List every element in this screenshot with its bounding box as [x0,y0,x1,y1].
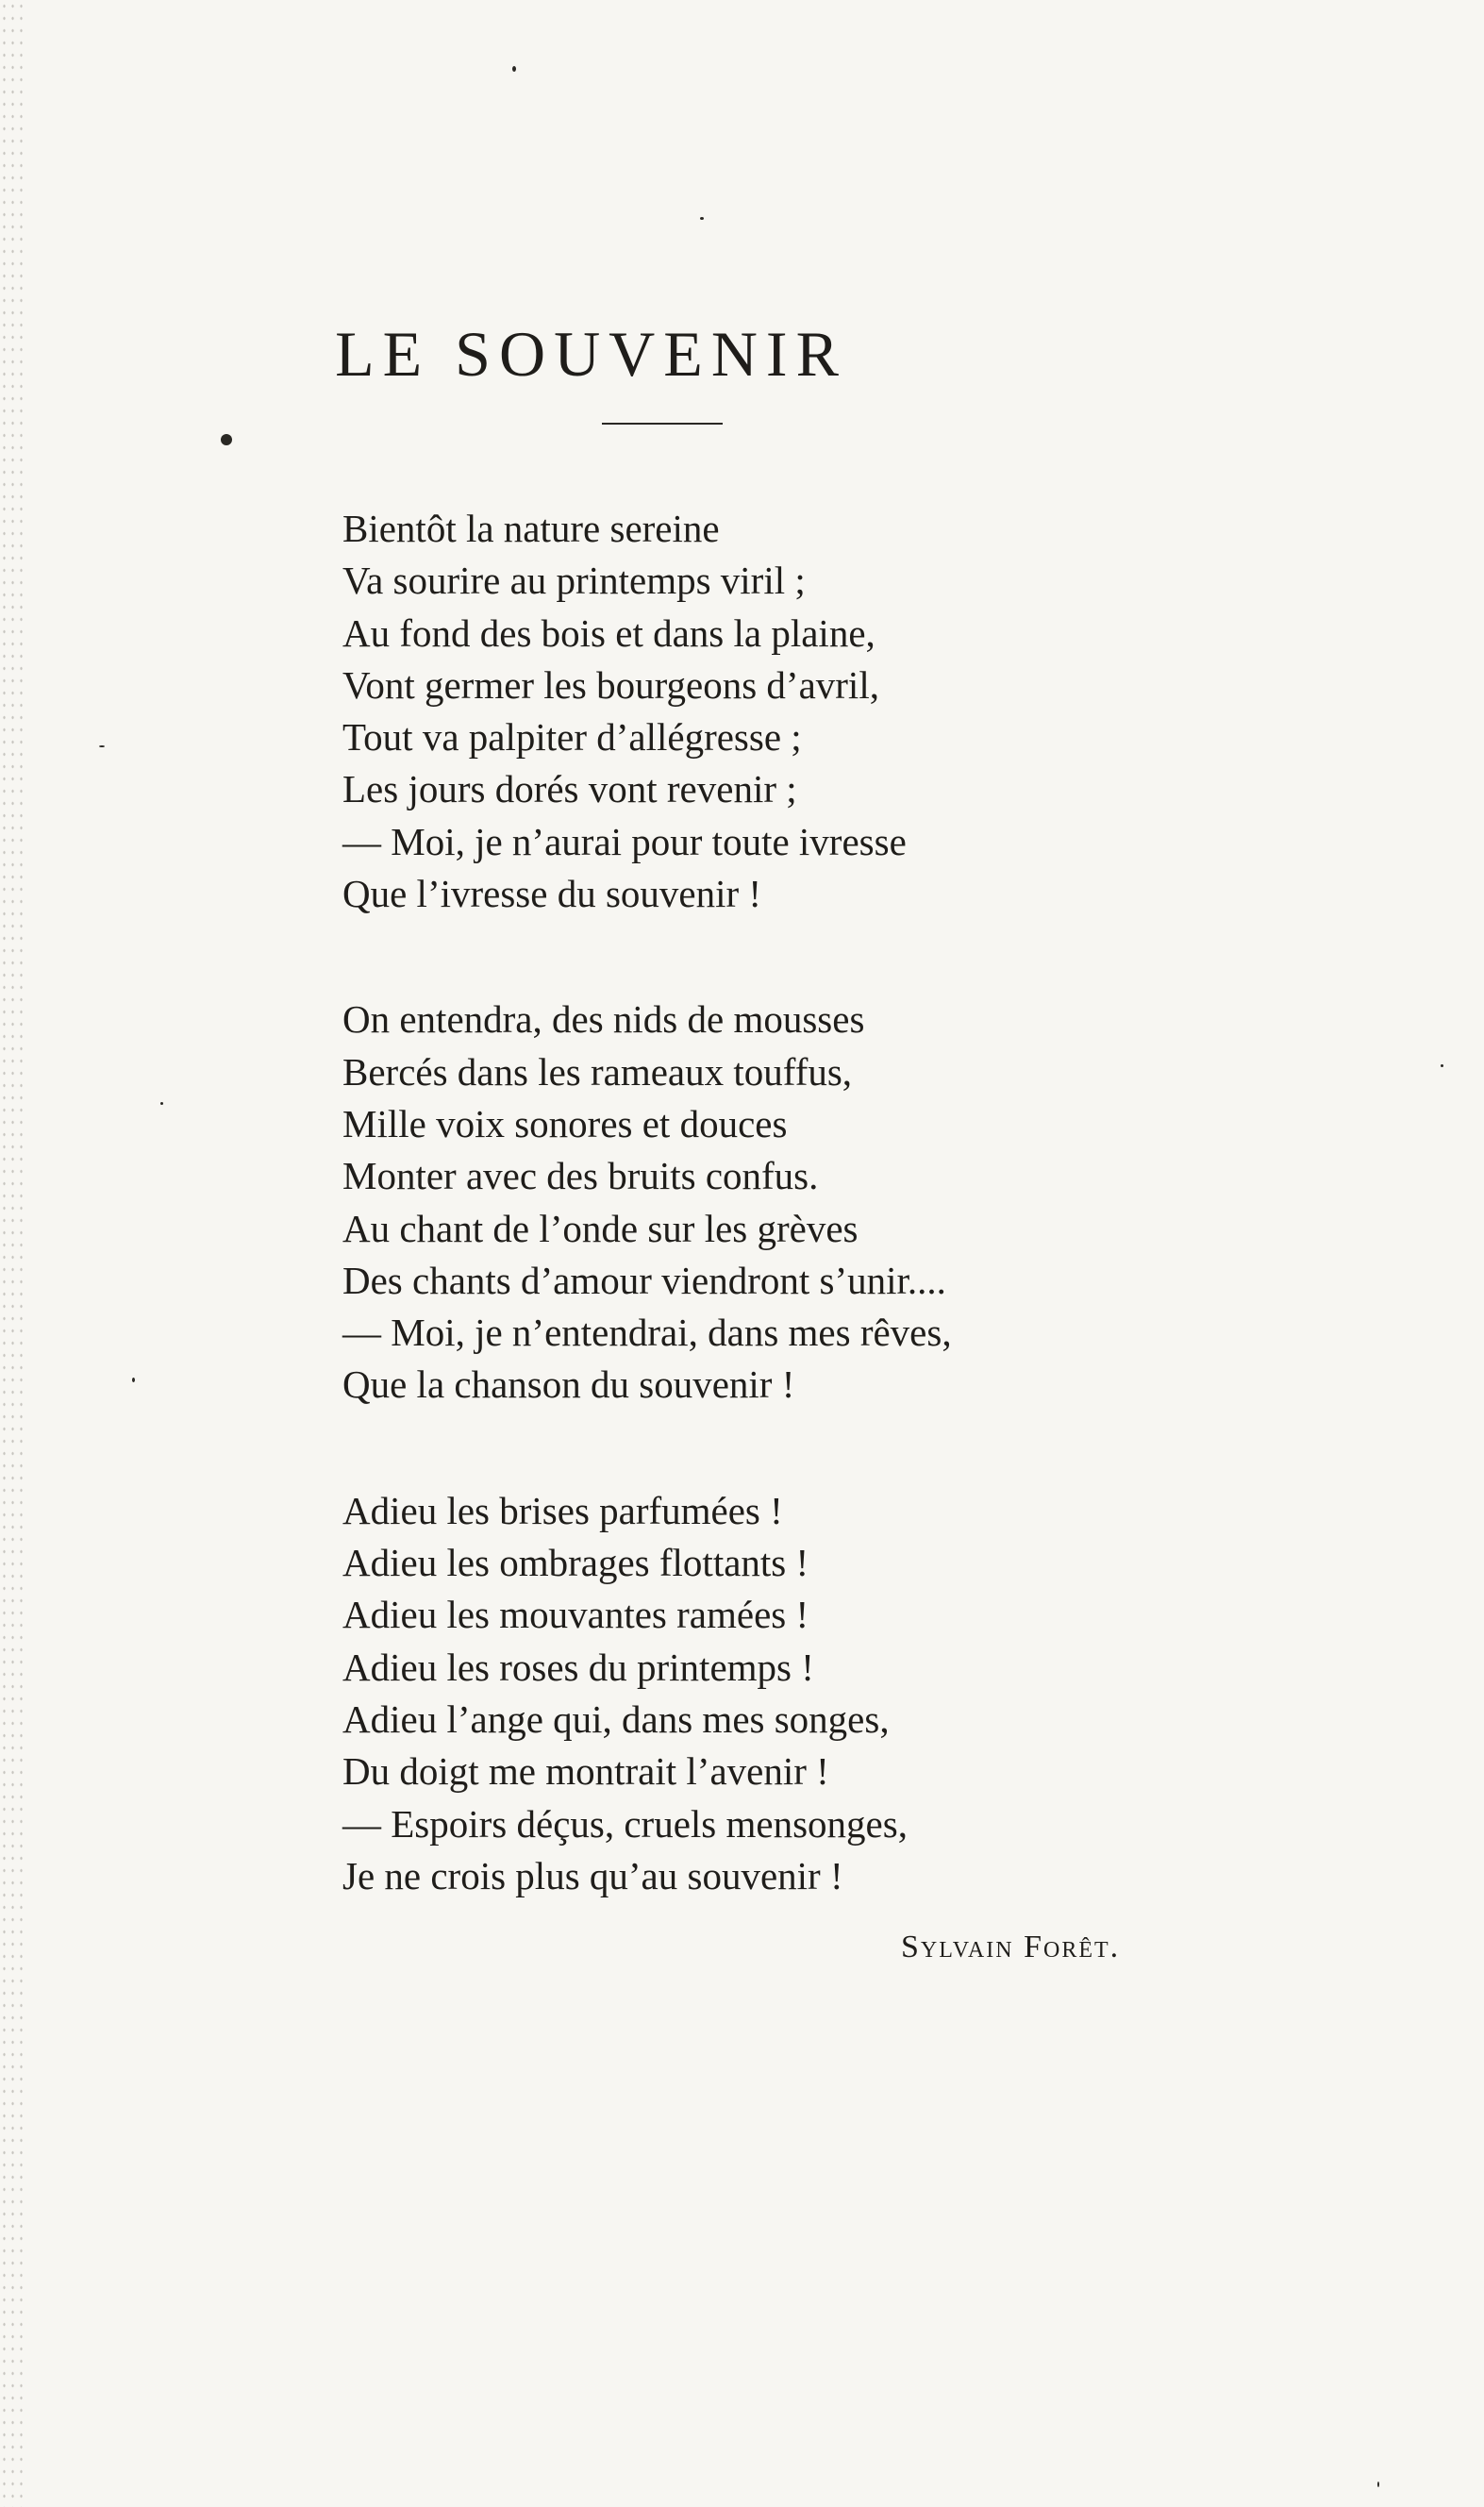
verse-line: Adieu les roses du printemps ! [342,1645,814,1689]
verse-line: Au chant de l’onde sur les grèves [342,1206,859,1250]
verse-line: On entendra, des nids de mousses [342,997,865,1042]
poem-title: LE SOUVENIR [335,317,847,390]
verse-line: Adieu les brises parfumées ! [342,1488,783,1532]
verse-line: Mille voix sonores et douces [342,1101,788,1145]
verse-line: Que la chanson du souvenir ! [342,1362,795,1407]
ink-speck [1441,1064,1443,1067]
verse-line: Des chants d’amour viendront s’unir.... [342,1258,946,1302]
ink-speck [221,434,232,445]
stanza-3 [342,1485,1286,1902]
verse-line: Tout va palpiter d’allégresse ; [342,715,802,760]
poem-body [342,503,1286,1976]
author-signature: Sylvain Forêt. [901,1930,1121,1964]
verse-line: Du doigt me montrait l’avenir ! [342,1749,829,1794]
stanza-1 [342,503,1286,920]
verse-line: Adieu les ombrages flottants ! [342,1541,809,1585]
verse-line: Monter avec des bruits confus. [342,1154,819,1198]
verse-line: Au fond des bois et dans la plaine, [342,610,875,655]
verse-line: Les jours dorés vont revenir ; [342,767,797,811]
verse-line: Bientôt la nature sereine [342,507,720,550]
verse-line: — Moi, je n’entendrai, dans mes rêves, [342,1311,952,1355]
ink-speck [1377,2482,1379,2487]
verse-line: — Moi, je n’aurai pour toute ivresse [342,819,907,863]
verse-line: Adieu les mouvantes ramées ! [342,1593,809,1637]
ink-speck [132,1378,135,1382]
verse-line: Va sourire au printemps viril ; [342,559,806,603]
ink-speck [512,66,516,72]
ink-speck [700,217,704,220]
stanza-2 [342,994,1286,1411]
verse-line: Adieu l’ange qui, dans mes songes, [342,1696,890,1741]
ink-speck [99,745,105,747]
verse-line: Bercés dans les rameaux touffus, [342,1049,853,1094]
verse-line: — Espoirs déçus, cruels mensonges, [342,1801,908,1846]
verse-line: Vont germer les bourgeons d’avril, [342,662,879,707]
verse-line: Je ne crois plus qu’au souvenir ! [342,1853,843,1897]
title-rule [602,423,723,425]
verse-line: Que l’ivresse du souvenir ! [342,872,762,916]
ink-speck [160,1102,163,1105]
